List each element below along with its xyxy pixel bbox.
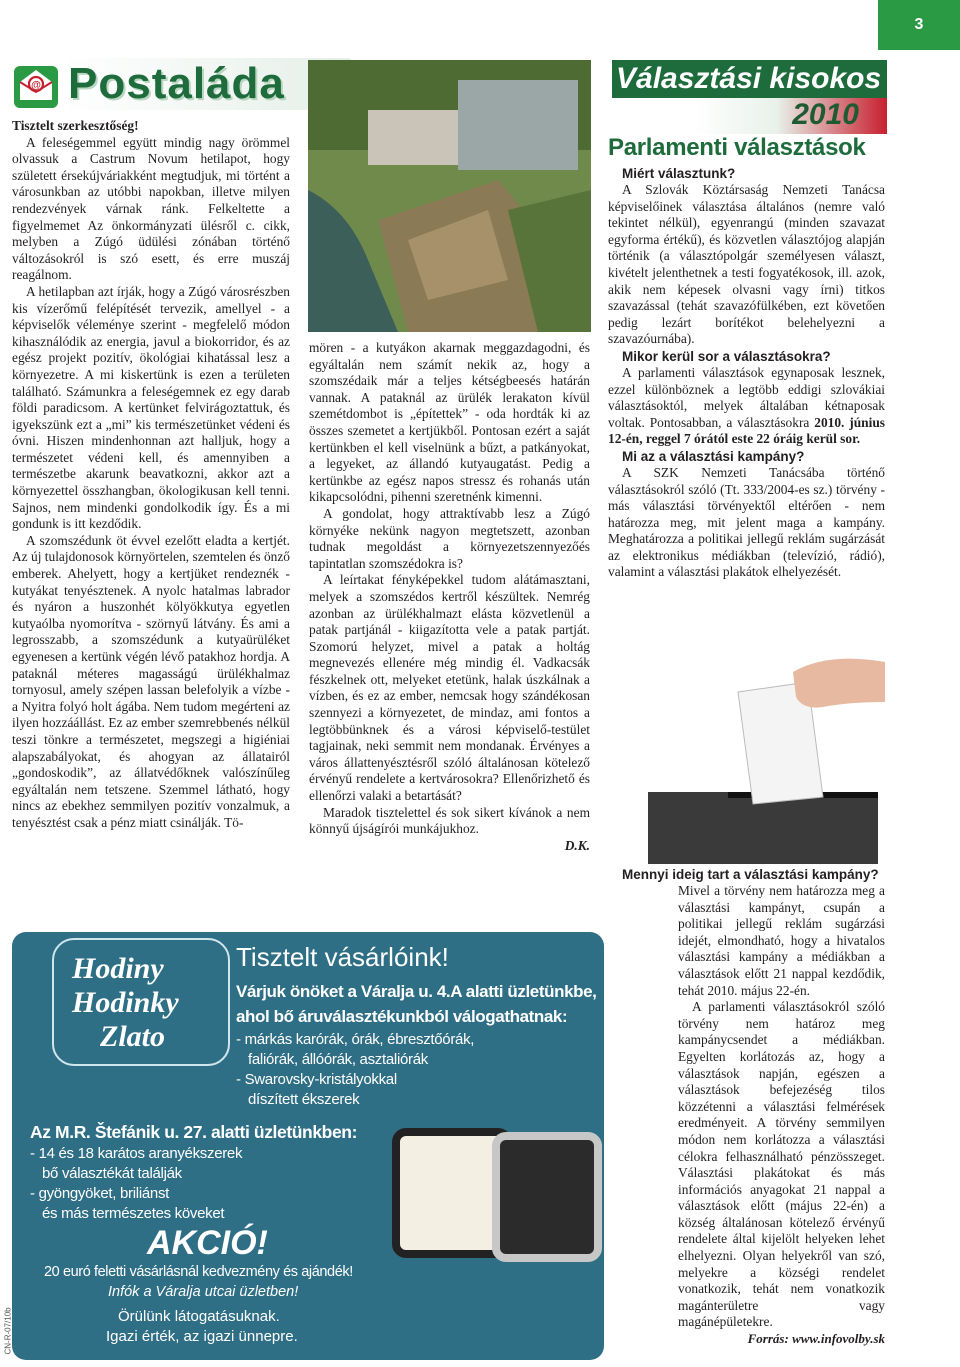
- ad-closing1: Örülünk látogatásuknak.: [118, 1308, 280, 1325]
- mailbox-icon: [12, 60, 60, 110]
- page-number: 3: [878, 0, 960, 50]
- election-column-top: [608, 165, 885, 581]
- answer-paragraph: A Szlovák Köztársaság Nemzeti Tanácsa képviselőinek választása általános (nemre való tekintet nélkül), egyenrangú (minden szavazat egyforma értékű), és közvetlen választójog alapján történik (a választópolgár személyesen választ, kivételt jelenthetnek a testi fogyatékosok, ill. azok, akik nem képesek olvasni vagy írni) titkos szavazással (tehát szavazófülkében, ezt követően pedig lezárt borítékot belehelyezni a szavazóurnába).: [608, 182, 885, 347]
- ad-headline: Tisztelt vásárlóink!: [236, 942, 449, 972]
- mailbox-column-2: [309, 340, 590, 854]
- ad-items-1: - márkás karórák, órák, ébresztőórák, faliórák, állóórák, asztaliórák - Swarovsky-kristályokkal díszített ékszerek: [236, 1031, 475, 1108]
- letter-paragraph: mören - a kutyákon akarnak meggazdagodni, és egyáltalán nem számít nekik az, hogy a szomszédaik már a teljes kétségbeesés határán vannak. A pataknál az ürülék lerakaton kívül szemétdombot is „építettek” - oda hordták ki az összes szemetet a kertjükből. Pontosan ezért a saját kertünkben el kell viselnünk a bűzt, a patkányokat, a legyeket, az állandó kutyaugatást. Pedig a kertünkbe az egész napos stressz és rohanás után kikapcsolódni, pihenni szeretnénk kimenni.: [309, 340, 590, 505]
- ad-items-2: - 14 és 18 karátos aranyékszerek bő választékát találják - gyöngyöket, briliánst és más természetes köveket: [30, 1145, 243, 1222]
- ad-code: CN-R-07/10b: [3, 1307, 13, 1355]
- question-heading: Mi az a választási kampány?: [622, 448, 805, 464]
- ad-offer: ahol bő áruválasztékunkból válogathatnak:: [236, 1007, 568, 1026]
- election-year: 2010: [612, 98, 887, 134]
- letter-paragraph: A szomszédunk öt évvel ezelőtt eladta a kertjét. Az új tulajdonosok környörtelen, szemtelen és önző emberek. Ahelyett, hogy a kertjüket rendeznék - kutyákat tenyésztenek. A nyolc hatalmas labrador és nyáron a huszonhét kölyökkutya egyetlen kutyaólba nyomorítva - szörnyű látvány. És ami a legrosszabb, a szomszédunk a kutyaürüléket egyenesen a kertünk végén lévő patakhoz hordja. A pataknál méteres magasságú ürülékhalmaz tornyosul, amely szépen lassan belefolyik a vízbe - a Nyitra folyó holt ágába. Nem tudom megérteni az ilyen hozzáállást. Ez az ember szemrebbenés nélkül teszi tönkre a természetet, megszegi a higiéniai alapszabályokat, és ahogyan az állatairól „gondoskodik”, az állatvédőknek valószínűleg egyáltalán nem tetszene. Szemmel látható, hogy nincs az ebekhez semmilyen pozitív vonzalmuk, a tenyésztést csak a pénz miatt csinálják. Tö-: [12, 532, 290, 830]
- ballot-illustration: [608, 632, 885, 864]
- election-subtitle: Parlamenti választások: [608, 134, 866, 161]
- source: Forrás: www.infovolby.sk: [747, 1331, 885, 1347]
- letter-paragraph: A leírtakat fényképekkel tudom alátámasztani, melyek a szomszédos kertről készültek. Nemrég azonban az ürülékhalmazt elásta közvetlenül a patak partjánál - kiigazította vele a patak partját. Szomorú helyzet, mivel a patak a holtág megnevezés ellenére még mindig él. Vadkacsák fészkelnek ott, melyeket etetünk, halak úszkálnak a vízben, és ez az ember, nemcsak hogy szándékosan szennyezi a környezetet, de mindaz, ami fontos a legtöbbünknek és a városi képviselő-testület tagjainak, neki semmit nem mondanak. Érvényes a város állattenyésztésről szóló általánosan kötelező érvényű rendelete a kertvárosokra? Ellenőrizhető és ellenőrzi valaki a betartását?: [309, 572, 590, 804]
- mailbox-column-1: [12, 118, 290, 832]
- ad-info: Infók a Váralja utcai üzletben!: [108, 1284, 299, 1300]
- letter-paragraph: A feleségemmel együtt mindig nagy örömmel olvassuk a Castrum Novum hetilapot, hogy született érsekújváriakként megtudjuk, mi történt a városunkban az utóbbi napokban, illetve milyen rendezvények várnak ránk. Felkeltette a figyelmemet Az önkormányzati ülésről c. cikk, melyben a Zúgó üdülési zónában történő változásokról is szó esett, és erre muszáj reagálnom.: [12, 134, 290, 283]
- letter-paragraph: A gondolat, hogy attraktívabb lesz a Zúgó környéke nekünk nagyon megtetszett, azonban tudnak megoldást a környezetszennyezőés tapintatlan szomszédokra is?: [309, 505, 590, 571]
- answer-paragraph: Mivel a törvény nem határozza meg a választási kampányt, csupán a politikai jellegű reklám sugárzási idejét, elmondható, hogy a hivatalos választási kampány a médiákban a választások előtt 21 nappal kezdődik, tehát 2010. május 22-én.: [678, 883, 885, 998]
- ad-closing2: Igazi érték, az igazi ünnepre.: [106, 1328, 298, 1345]
- signature: D.K.: [564, 837, 590, 853]
- question-heading: Mennyi ideig tart a választási kampány?: [622, 867, 879, 882]
- ad-logo: Hodiny Hodinky Zlato: [52, 938, 230, 1066]
- letter-greeting: Tisztelt szerkesztőség!: [12, 118, 139, 133]
- question-heading: Miért választunk?: [622, 166, 736, 181]
- answer-paragraph: A parlamenti választások egynaposak lesznek, ezzel különböznek a legtöbb eddigi szlovákiai választásoktól, melyek általában kétnaposak voltak. Pontosabban, a választásokra 2010. június 12-én, reggel 7 órától este 22 óráig kerül sor.: [608, 364, 886, 447]
- election-column-bottom: [608, 866, 885, 1348]
- question-heading: Mikor kerül sor a választásokra?: [622, 348, 831, 364]
- watch-image: [492, 1132, 602, 1262]
- ad-promo: 20 euró feletti vásárlásnál kedvezmény és ajándék!: [44, 1264, 353, 1280]
- mailbox-title: Postaláda: [62, 58, 352, 110]
- election-title: Választási kisokos: [612, 60, 887, 98]
- ad-store2: Az M.R. Štefánik u. 27. alatti üzletünkben:: [30, 1122, 358, 1142]
- jewelry-advertisement: [12, 932, 604, 1360]
- ad-akcio: AKCIÓ!: [147, 1224, 268, 1262]
- ad-address: Várjuk önöket a Váralja u. 4.A alatti üzletünkbe,: [236, 982, 597, 1001]
- svg-text:@: @: [31, 80, 41, 91]
- letter-paragraph: Maradok tisztelettel és sok sikert kívánok a nem könnyű újságírói munkájukhoz.: [309, 804, 590, 837]
- letter-paragraph: A hetilapban azt írják, hogy a Zúgó városrészben kis vízerőmű felépítését tervezik, amellyel - a képviselők véleménye szerint - megfelelő módon kihasználódik az energia, javul a biokorridor, és az egész projekt pozitív, ökológiai kihatással lesz a környezetre. A mi kiskertünk is ezen a területen található. Számunkra a feleségemnek ez egy darab földi paradicsom. A kertünket felvirágoztattuk, és igyekszünk ezt a „mi” kis természetünket védeni és óvni. Hiszen mindenhonnan azt halljuk, hogy a természetet védeni kell, és amennyiben a természetbe akarunk beavatkozni, akkor azt a környezettel összhangban, ökologikusan kell tenni. Sajnos, nem mindenki gondolkodik így. És a mi gondunk is itt kezdődik.: [12, 283, 290, 532]
- garden-photo: [308, 60, 591, 332]
- answer-paragraph: A parlamenti választásokról szóló törvény nem határoz meg kampánycsendet a médiákban. Egyelten korlátozás az, hogy a választások napján, egészen a választások befejezéség tilos közzétenni a választási felmérések eredményeit. A törvény semmilyen módon nem korlátozza a választási célokra felhasználható pénzösszeget. Választási plakátokat és más információs anyagokat 21 nappal a választások előtt (május 22-én) a község általánosan kötelező érvényű rendelete által kijelölt helyeken lehet elhelyezni. Olyan helyekről van szó, melyekre a községi rendelet vonatkozik, tehát nem vonatkozik magánterületre vagy magánépületekre.: [678, 999, 885, 1330]
- answer-paragraph: A SZK Nemzeti Tanácsába történő választásokról szóló (Tt. 333/2004-es sz.) törvény - más választási törvényektől eltérően - nem határozza meg, mit jelent maga a kampány. Meghatározza a politikai jellegű reklám sugárzását az elektronikus médiákban (televízió, rádió), valamint a választási plakátok elhelyezését.: [608, 464, 885, 580]
